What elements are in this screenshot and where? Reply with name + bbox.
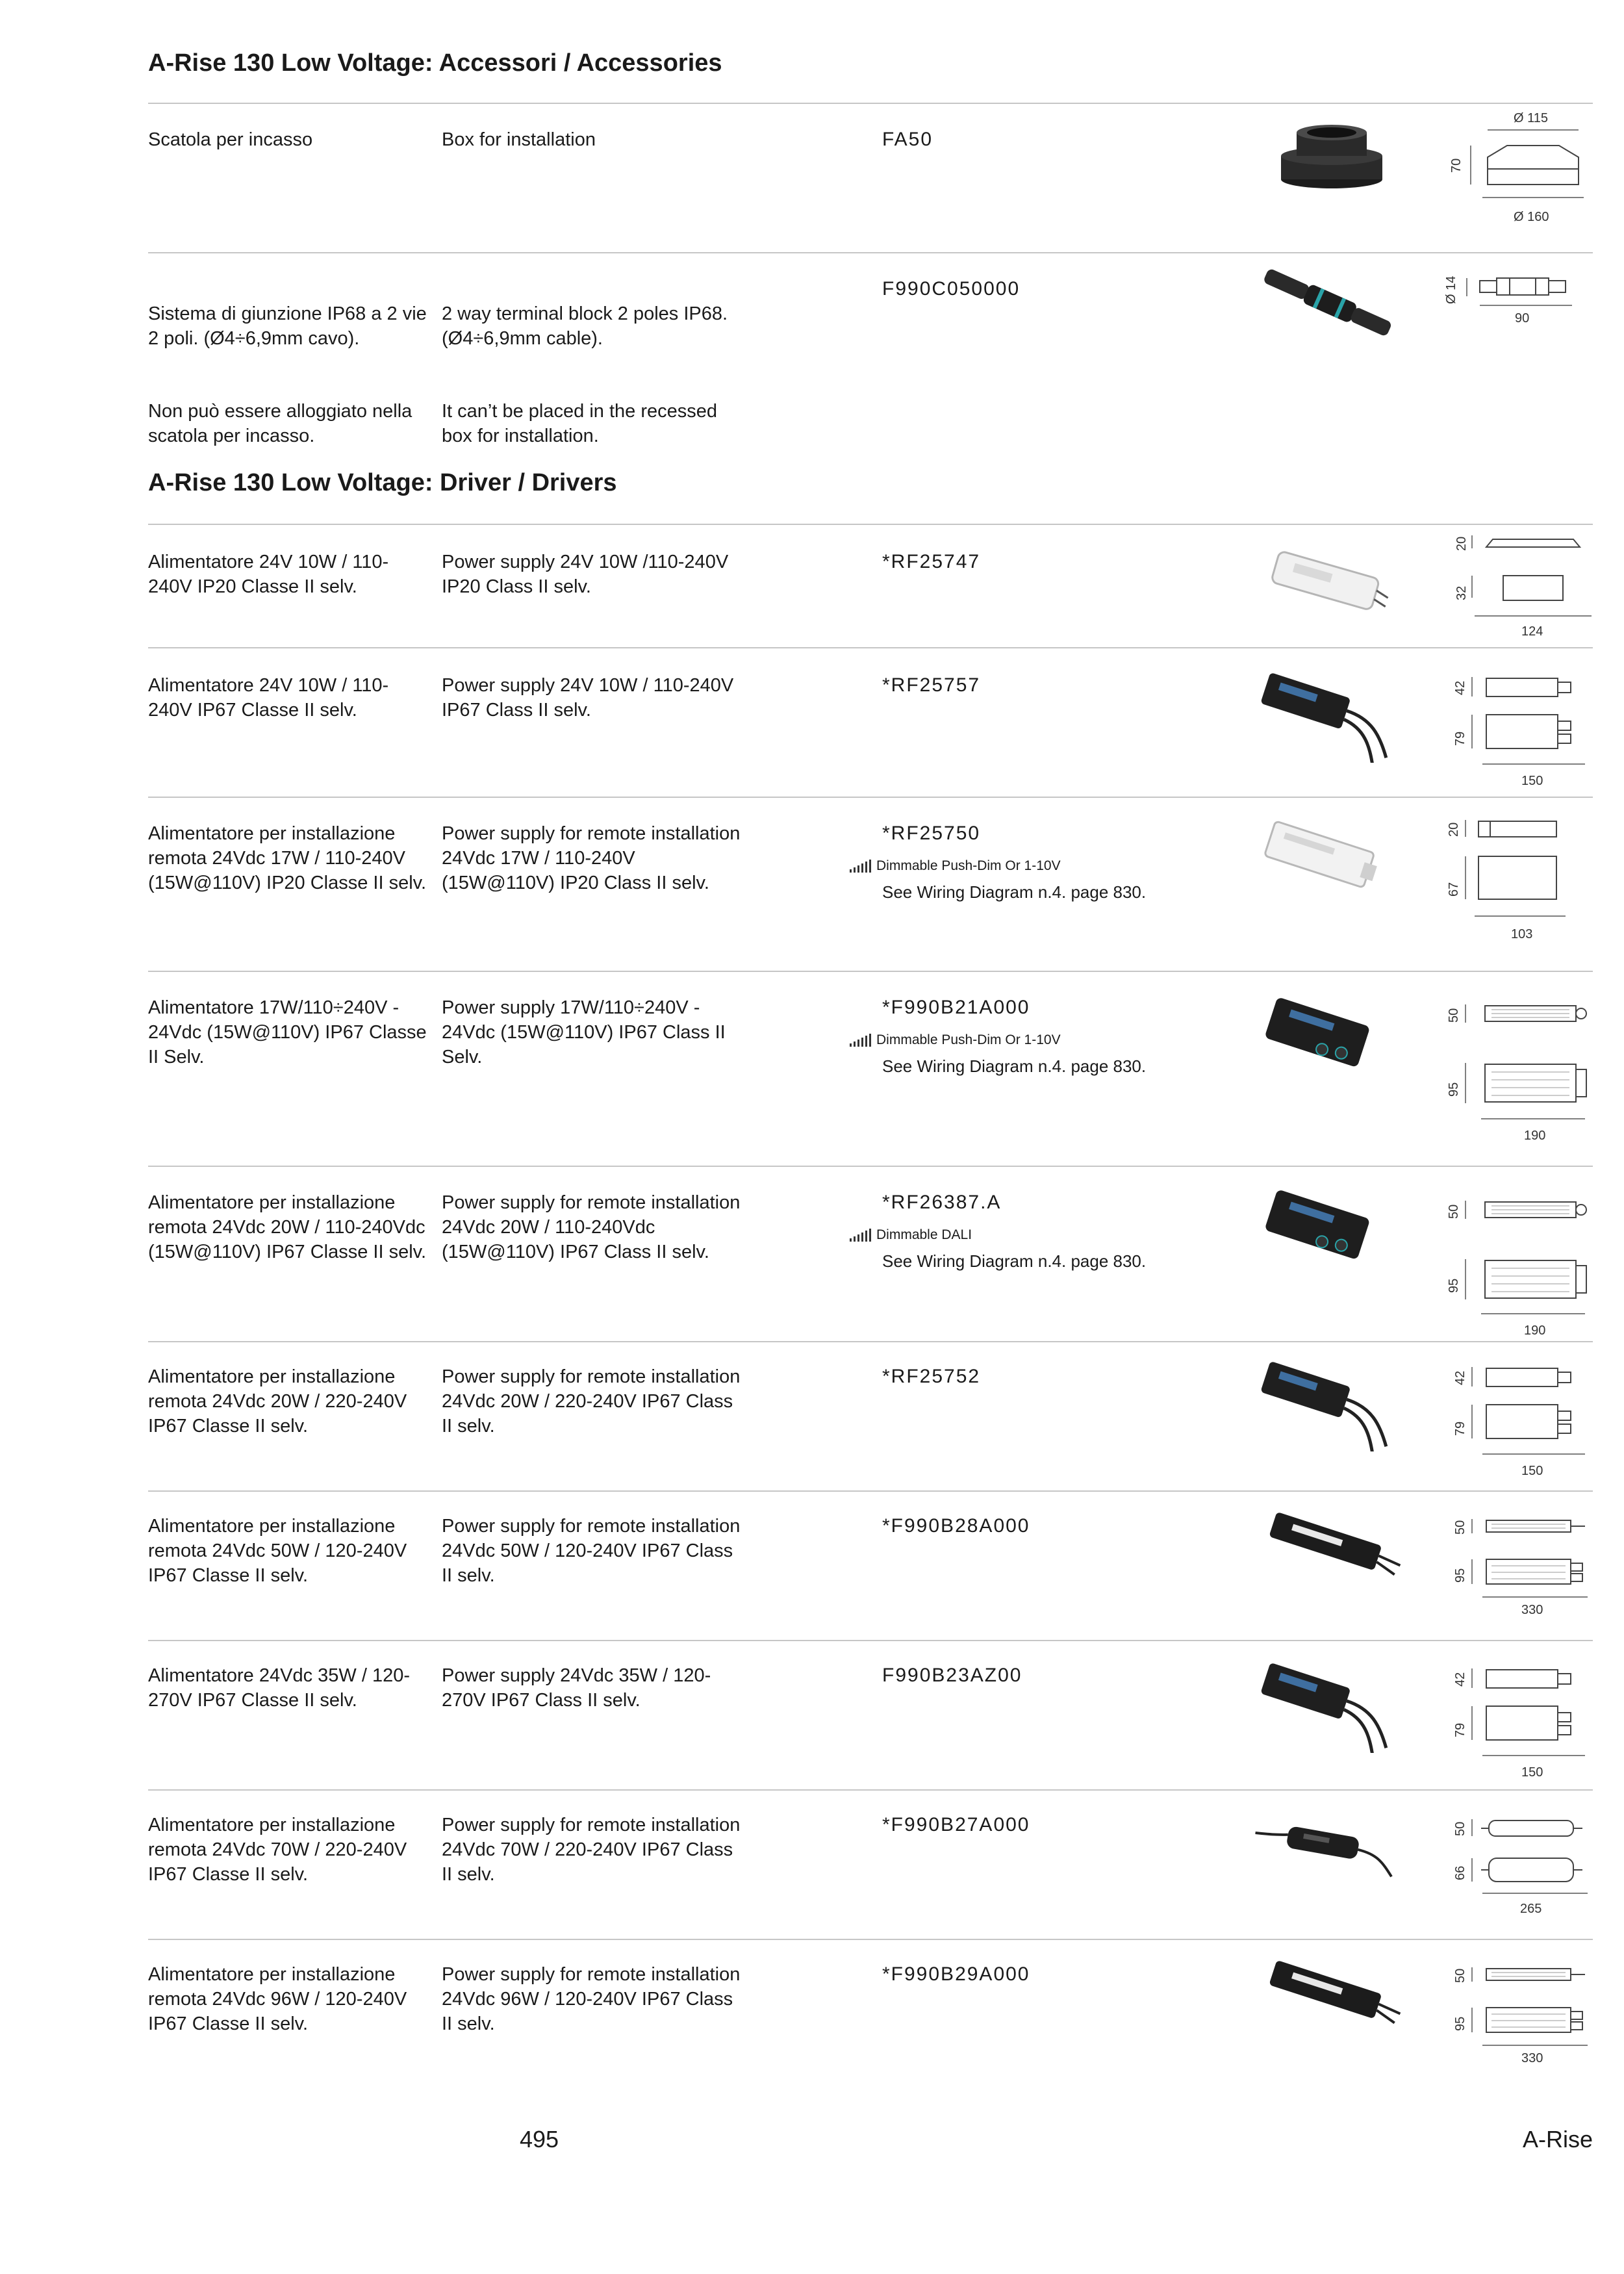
- description-en: Power supply for remote installation 24Vdc 70W / 220-240V IP67 Class II selv.: [442, 1815, 741, 1885]
- section-title-drivers: A-Rise 130 Low Voltage: Driver / Drivers: [148, 469, 617, 496]
- technical-drawing: [1449, 668, 1624, 798]
- description-it: Alimentatore per installazione remota 24Vdc 20W / 110-240Vdc (15W@110V) IP67 Classe II selv.: [148, 1192, 427, 1262]
- technical-drawing: [1442, 266, 1624, 331]
- divider: [148, 1341, 1593, 1342]
- product-photo-driver: [1260, 539, 1403, 624]
- wiring-reference: See Wiring Diagram n.4. page 830.: [882, 1251, 1147, 1271]
- description-en: 2 way terminal block 2 poles IP68. (Ø4÷6,9mm cable).: [442, 303, 728, 349]
- dim-label: 95: [1453, 2016, 1467, 2031]
- description-en: Power supply for remote installation 24Vdc 20W / 110-240Vdc (15W@110V) IP67 Class II selv.: [442, 1192, 741, 1262]
- dimming-info: [850, 858, 1200, 875]
- technical-drawing: [1442, 991, 1624, 1147]
- wiring-reference: See Wiring Diagram n.4. page 830.: [882, 882, 1147, 902]
- divider: [148, 647, 1593, 648]
- product-photo-driver: [1247, 665, 1403, 763]
- dim-label: Ø 14: [1444, 275, 1458, 304]
- technical-drawing: [1449, 528, 1624, 645]
- product-code: *F990B21A000: [882, 997, 1030, 1018]
- technical-drawing: [1442, 1186, 1624, 1342]
- product-photo-box: [1273, 117, 1403, 195]
- dimming-info: [850, 1032, 1200, 1049]
- wiring-reference: See Wiring Diagram n.4. page 830.: [882, 1056, 1147, 1076]
- divider: [148, 1490, 1593, 1492]
- dim-label: 190: [1524, 1129, 1546, 1143]
- dim-label: 70: [1449, 158, 1464, 173]
- product-photo-driver: [1254, 1505, 1410, 1602]
- dim-label: 42: [1453, 680, 1467, 695]
- dim-label: 330: [1521, 2051, 1543, 2065]
- dim-label: 265: [1520, 1902, 1542, 1916]
- dim-label: 150: [1521, 1464, 1543, 1478]
- product-photo-driver: [1254, 1953, 1410, 2050]
- description-it: Alimentatore 17W/110÷240V - 24Vdc (15W@110V) IP67 Classe II Selv.: [148, 997, 427, 1067]
- dim-label: 20: [1447, 822, 1461, 837]
- product-code: *F990B27A000: [882, 1814, 1030, 1835]
- description-en: Power supply 17W/110÷240V - 24Vdc (15W@110V) IP67 Class II Selv.: [442, 997, 726, 1067]
- note-it: Non può essere alloggiato nella scatola per incasso.: [148, 401, 412, 446]
- dim-label: 79: [1453, 1421, 1467, 1436]
- dim-label: 66: [1453, 1865, 1467, 1880]
- description-it: Alimentatore per installazione remota 24Vdc 50W / 120-240V IP67 Classe II selv.: [148, 1516, 407, 1586]
- product-code: *RF25757: [882, 674, 981, 696]
- description-it: Alimentatore 24V 10W / 110-240V IP20 Classe II selv.: [148, 552, 389, 597]
- product-photo-driver: [1247, 1806, 1403, 1891]
- product-code: *RF25750: [882, 823, 981, 844]
- dim-label: 50: [1453, 1821, 1467, 1836]
- technical-drawing: [1449, 1809, 1624, 1926]
- product-code: *F990B29A000: [882, 1963, 1030, 1985]
- dim-label: Ø 115: [1514, 111, 1548, 125]
- technical-drawing: [1449, 1659, 1624, 1789]
- dim-label: 95: [1453, 1568, 1467, 1583]
- dim-label: Ø 160: [1514, 210, 1549, 224]
- product-code: F990B23AZ00: [882, 1665, 1022, 1686]
- product-code: F990C050000: [882, 278, 1021, 300]
- dim-label: 190: [1524, 1323, 1546, 1338]
- technical-drawing: [1442, 811, 1624, 947]
- technical-drawing: [1449, 107, 1624, 230]
- dim-label: 50: [1447, 1204, 1461, 1219]
- technical-drawing: [1449, 1507, 1624, 1624]
- product-code: *RF26387.A: [882, 1192, 1002, 1213]
- description-it: Alimentatore per installazione remota 24Vdc 17W / 110-240V (15W@110V) IP20 Classe II selv.: [148, 823, 427, 893]
- dimming-label: Dimmable DALI: [876, 1227, 972, 1242]
- dim-label: 79: [1453, 1722, 1467, 1737]
- divider: [148, 1939, 1593, 1940]
- dim-label: 50: [1447, 1008, 1461, 1023]
- dimmable-icon: [850, 1229, 871, 1242]
- divider: [148, 971, 1593, 972]
- description-en: Power supply 24V 10W / 110-240V IP67 Class II selv.: [442, 675, 734, 721]
- description-en: Power supply for remote installation 24Vdc 96W / 120-240V IP67 Class II selv.: [442, 1964, 741, 2034]
- product-photo-driver: [1247, 1354, 1403, 1451]
- dim-label: 330: [1521, 1603, 1543, 1617]
- dim-label: 95: [1447, 1278, 1461, 1293]
- divider: [148, 524, 1593, 525]
- divider: [148, 1166, 1593, 1167]
- divider: [148, 103, 1593, 104]
- dimmable-icon: [850, 1034, 871, 1047]
- dim-label: 79: [1453, 731, 1467, 746]
- dim-label: 95: [1447, 1082, 1461, 1097]
- dim-label: 20: [1454, 536, 1469, 551]
- description-it: Alimentatore per installazione remota 24Vdc 96W / 120-240V IP67 Classe II selv.: [148, 1964, 407, 2034]
- dim-label: 42: [1453, 1672, 1467, 1687]
- dim-label: 150: [1521, 774, 1543, 788]
- product-photo-driver: [1247, 1655, 1403, 1753]
- description-en: Power supply 24V 10W /110-240V IP20 Class II selv.: [442, 552, 729, 597]
- divider: [148, 1789, 1593, 1791]
- dimming-label: Dimmable Push-Dim Or 1-10V: [876, 1032, 1061, 1047]
- dim-label: 32: [1454, 585, 1469, 600]
- description-it: Alimentatore 24Vdc 35W / 120-270V IP67 Classe II selv.: [148, 1665, 410, 1711]
- description-en: Power supply 24Vdc 35W / 120-270V IP67 Class II selv.: [442, 1665, 711, 1711]
- description-it: Alimentatore per installazione remota 24Vdc 70W / 220-240V IP67 Classe II selv.: [148, 1815, 407, 1885]
- dim-label: 50: [1453, 1968, 1467, 1983]
- product-code: *RF25747: [882, 551, 981, 572]
- product-code: *RF25752: [882, 1366, 981, 1387]
- dim-label: 67: [1447, 882, 1461, 897]
- brand-name: A-Rise: [1522, 2126, 1593, 2153]
- product-code: *F990B28A000: [882, 1515, 1030, 1537]
- product-code: FA50: [882, 129, 933, 150]
- dim-label: 90: [1515, 311, 1530, 326]
- product-photo-terminal-block: [1254, 260, 1410, 344]
- dimming-label: Dimmable Push-Dim Or 1-10V: [876, 858, 1061, 873]
- description-it: Scatola per incasso: [148, 129, 313, 150]
- description-en: Box for installation: [442, 129, 596, 150]
- product-photo-driver: [1247, 994, 1403, 1085]
- description-en: Power supply for remote installation 24Vdc 50W / 120-240V IP67 Class II selv.: [442, 1516, 741, 1586]
- dim-label: 103: [1511, 927, 1533, 941]
- dim-label: 124: [1521, 624, 1543, 639]
- dim-label: 50: [1453, 1520, 1467, 1535]
- dimming-info: [850, 1227, 1200, 1244]
- description-it: Alimentatore 24V 10W / 110-240V IP67 Classe II selv.: [148, 675, 389, 721]
- product-photo-driver: [1247, 812, 1403, 903]
- note-en: It can’t be placed in the recessed box for installation.: [442, 401, 717, 446]
- dim-label: 150: [1521, 1765, 1543, 1780]
- divider: [148, 252, 1593, 253]
- description-en: Power supply for remote installation 24Vdc 17W / 110-240V (15W@110V) IP20 Class II selv.: [442, 823, 741, 893]
- technical-drawing: [1449, 1358, 1624, 1488]
- technical-drawing: [1449, 1956, 1624, 2073]
- description-it: Sistema di giunzione IP68 a 2 vie 2 poli. (Ø4÷6,9mm cavo).: [148, 303, 427, 349]
- section-title-accessories: A-Rise 130 Low Voltage: Accessori / Accessories: [148, 49, 722, 77]
- page-number: 495: [520, 2126, 559, 2153]
- description-en: Power supply for remote installation 24Vdc 20W / 220-240V IP67 Class II selv.: [442, 1366, 741, 1437]
- divider: [148, 1640, 1593, 1641]
- dim-label: 42: [1453, 1370, 1467, 1385]
- divider: [148, 797, 1593, 798]
- description-it: Alimentatore per installazione remota 24Vdc 20W / 220-240V IP67 Classe II selv.: [148, 1366, 407, 1437]
- product-photo-driver: [1247, 1186, 1403, 1277]
- dimmable-icon: [850, 860, 871, 873]
